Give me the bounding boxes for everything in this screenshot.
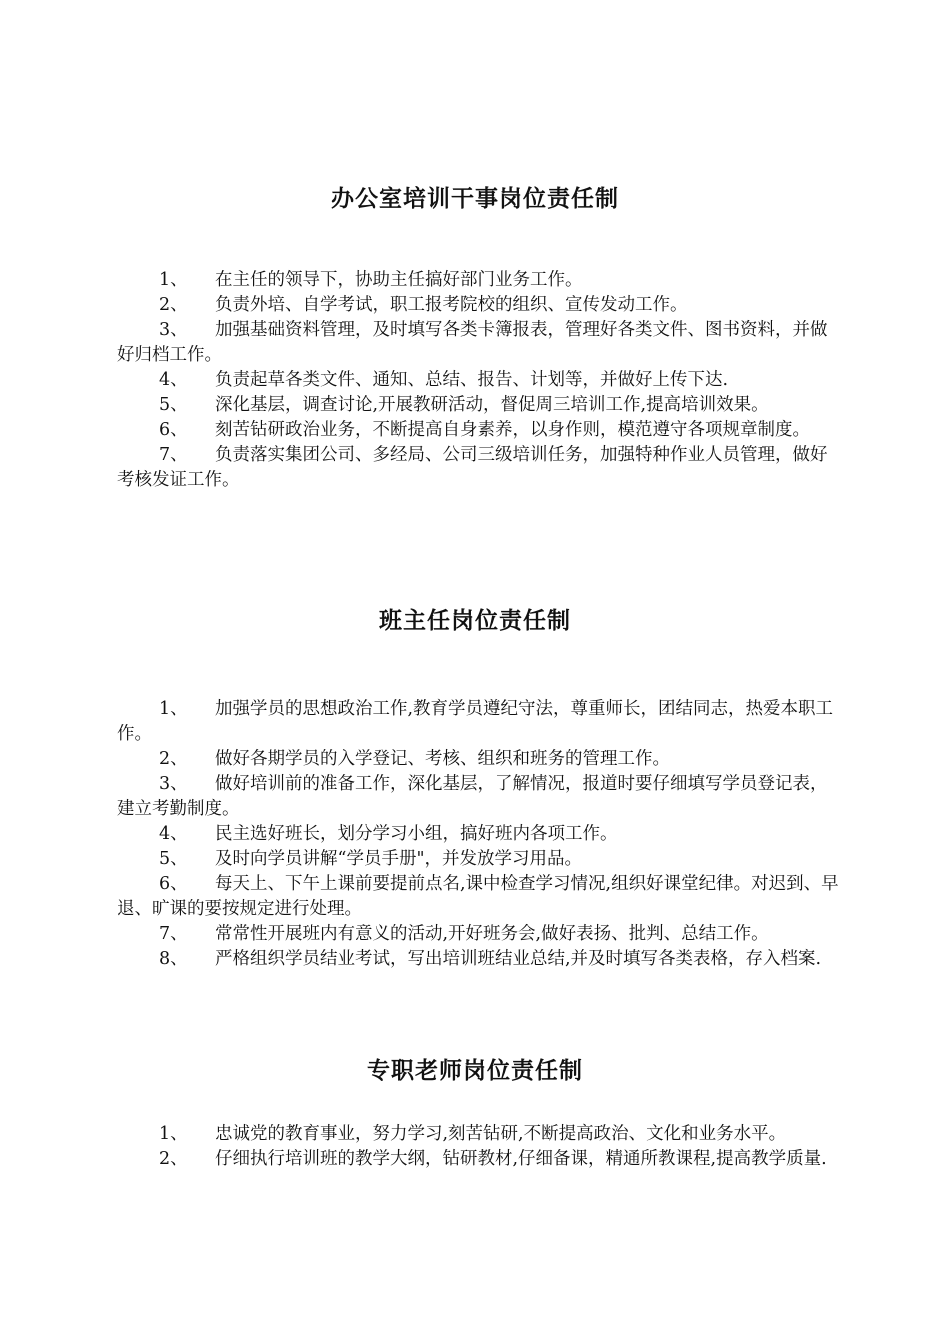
duty-item <box>117 947 841 972</box>
item-number: 8、 <box>159 949 188 969</box>
item-text: 每天上、下午上课前要提前点名,课中检查学习情况,组织好课堂纪律。对迟到、早退、旷课的要按规定进行处理。 <box>117 874 839 919</box>
duty-item <box>117 1147 841 1172</box>
section-title-full-time-teacher: 专职老师岗位责任制 <box>367 1058 583 1084</box>
item-text: 深化基层，调查讨论,开展教研活动，督促周三培训工作,提高培训效果。 <box>215 395 769 415</box>
item-number: 3、 <box>159 774 188 794</box>
section-body-training-officer <box>117 268 841 493</box>
duty-item <box>117 772 841 822</box>
section-body-full-time-teacher <box>117 1122 841 1172</box>
item-number: 4、 <box>159 370 188 390</box>
item-text: 仔细执行培训班的教学大纲，钻研教材,仔细备课，精通所教课程,提高教学质量. <box>215 1149 827 1169</box>
item-text: 负责外培、自学考试，职工报考院校的组织、宣传发动工作。 <box>215 295 688 315</box>
duty-item <box>117 368 841 393</box>
section-body-class-teacher <box>117 697 841 972</box>
item-number: 3、 <box>159 320 188 340</box>
item-text: 负责落实集团公司、多经局、公司三级培训任务，加强特种作业人员管理，做好考核发证工作。 <box>117 445 828 490</box>
item-text: 忠诚党的教育事业，努力学习,刻苦钻研,不断提高政治、文化和业务水平。 <box>215 1124 787 1144</box>
duty-item <box>117 822 841 847</box>
item-text: 民主选好班长，划分学习小组，搞好班内各项工作。 <box>215 824 618 844</box>
item-text: 加强学员的思想政治工作,教育学员遵纪守法，尊重师长，团结同志，热爱本职工作。 <box>117 699 834 744</box>
item-text: 负责起草各类文件、通知、总结、报告、计划等，并做好上传下达. <box>215 370 729 390</box>
duty-item <box>117 293 841 318</box>
item-number: 7、 <box>159 924 188 944</box>
item-number: 5、 <box>159 395 188 415</box>
item-number: 5、 <box>159 849 188 869</box>
item-number: 6、 <box>159 874 188 894</box>
item-text: 严格组织学员结业考试，写出培训班结业总结,并及时填写各类表格，存入档案. <box>215 949 822 969</box>
item-number: 1、 <box>159 270 188 290</box>
duty-item <box>117 318 841 368</box>
item-number: 2、 <box>159 295 188 315</box>
item-number: 4、 <box>159 824 188 844</box>
item-text: 刻苦钻研政治业务，不断提高自身素养，以身作则，模范遵守各项规章制度。 <box>215 420 810 440</box>
item-text: 做好培训前的准备工作，深化基层，了解情况，报道时要仔细填写学员登记表，建立考勤制度。 <box>117 774 828 819</box>
duty-item <box>117 393 841 418</box>
duty-item <box>117 847 841 872</box>
item-number: 2、 <box>159 1149 188 1169</box>
duty-item <box>117 697 841 747</box>
section-title-training-officer: 办公室培训干事岗位责任制 <box>331 186 619 212</box>
item-text: 及时向学员讲解“学员手册"，并发放学习用品。 <box>215 849 582 869</box>
section-title-class-teacher: 班主任岗位责任制 <box>379 608 571 634</box>
duty-item <box>117 443 841 493</box>
duty-item <box>117 922 841 947</box>
item-text: 在主任的领导下，协助主任搞好部门业务工作。 <box>215 270 583 290</box>
item-number: 7、 <box>159 445 188 465</box>
item-number: 1、 <box>159 699 188 719</box>
duty-item <box>117 418 841 443</box>
item-number: 2、 <box>159 749 188 769</box>
item-number: 1、 <box>159 1124 188 1144</box>
duty-item <box>117 1122 841 1147</box>
item-text: 做好各期学员的入学登记、考核、组织和班务的管理工作。 <box>215 749 670 769</box>
duty-item <box>117 747 841 772</box>
duty-item <box>117 872 841 922</box>
duty-item <box>117 268 841 293</box>
item-text: 加强基础资料管理，及时填写各类卡簿报表，管理好各类文件、图书资料，并做好归档工作。 <box>117 320 828 365</box>
item-number: 6、 <box>159 420 188 440</box>
item-text: 常常性开展班内有意义的活动,开好班务会,做好表扬、批判、总结工作。 <box>215 924 769 944</box>
